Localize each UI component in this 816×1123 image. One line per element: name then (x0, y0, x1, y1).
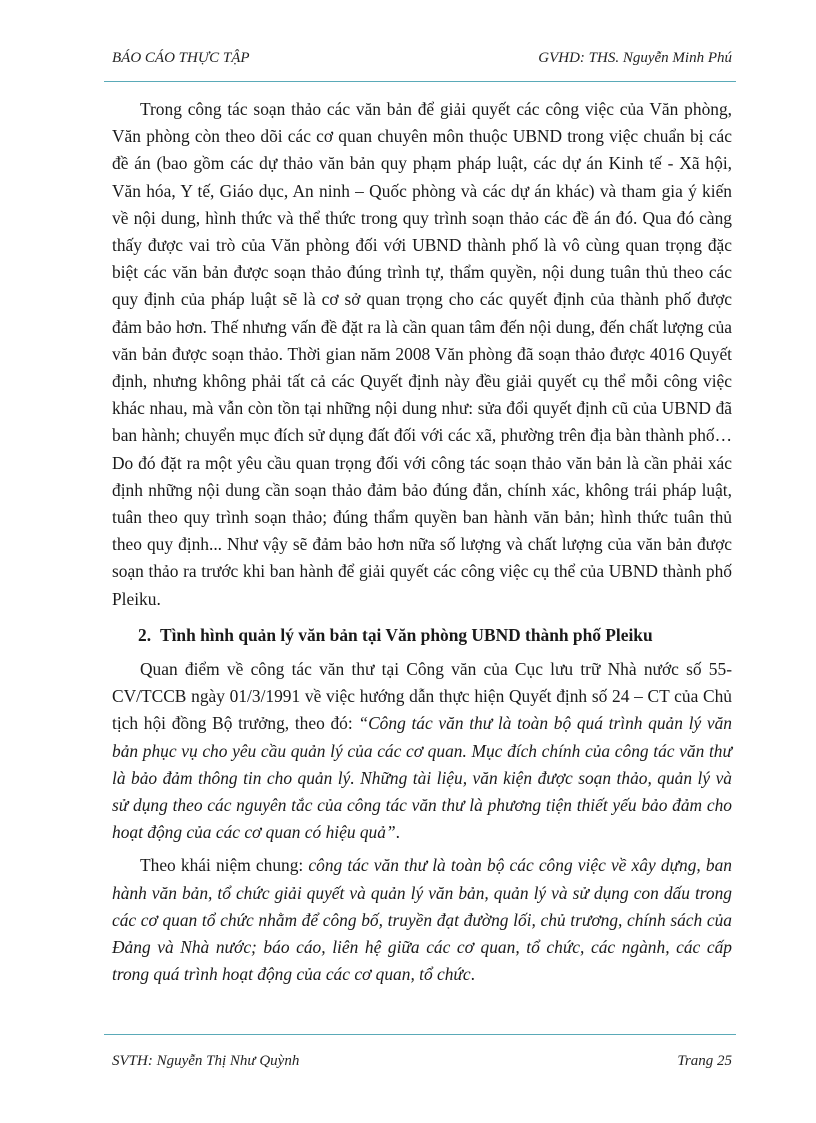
page-header (112, 50, 732, 67)
concept-definition: công tác văn thư là toàn bộ các công việc về xây dựng, ban hành văn bản, tổ chức giải quyết và quản lý văn bản, quản lý và sử dụng con dấu trong các cơ quan tổ chức nhằm để công bố, truyền đạt đường lối, chủ trương, chính sách của Đảng và Nhà nước; báo cáo, liên hệ giữa các cơ quan, tổ chức, các ngành, các cấp trong quá trình hoạt động của các cơ quan, tổ chức (112, 855, 732, 985)
footer-student: SVTH: Nguyễn Thị Như Quỳnh (112, 1053, 300, 1069)
header-divider (104, 81, 736, 82)
viewpoint-end: . (395, 822, 400, 843)
footer-divider (104, 1034, 736, 1035)
paragraph-general-concept (112, 852, 732, 988)
page-number: Trang 25 (677, 1053, 732, 1069)
page-body (112, 96, 732, 989)
header-advisor: GVHD: THS. Nguyễn Minh Phú (538, 50, 732, 66)
section-title: Tình hình quản lý văn bản tại Văn phòng UBND thành phố Pleiku (160, 624, 653, 645)
header-report-title: BÁO CÁO THỰC TẬP (112, 50, 250, 66)
paragraph-clerical-viewpoint (112, 656, 732, 846)
concept-end: . (470, 964, 475, 985)
viewpoint-quote: “Công tác văn thư là toàn bộ quá trình quản lý văn bản phục vụ cho yêu cầu quản lý của các cơ quan. Mục đích chính của công tác văn thư là bảo đảm thông tin cho quản lý. Những tài liệu, văn kiện được soạn thảo, quản lý và sử dụng theo các nguyên tắc của công tác văn thư là phương tiện thiết yếu bảo đảm cho hoạt động của các cơ quan có hiệu quả” (112, 713, 732, 843)
section-number: 2. (138, 624, 152, 645)
page-footer (112, 1053, 732, 1070)
viewpoint-lead: Quan điểm về công tác văn thư tại Công văn của Cục lưu trữ Nhà nước số 55-CV/TCCB ngày 01/3/1991 về việc hướng dẫn thực hiện Quyết định số 24 – CT của Chủ tịch hội đồng Bộ trưởng, theo đó: (112, 659, 732, 734)
concept-lead: Theo khái niệm chung: (140, 855, 309, 876)
section-heading (112, 622, 732, 649)
paragraph-document-drafting: Trong công tác soạn thảo các văn bản để giải quyết các công việc của Văn phòng, Văn phòng còn theo dõi các cơ quan chuyên môn thuộc UBND trong việc chuẩn bị các đề án (bao gồm các dự thảo văn bản quy phạm pháp luật, các dự án Kinh tế - Xã hội, Văn hóa, Y tế, Giáo dục, An ninh – Quốc phòng và các dự án khác) và tham gia ý kiến về nội dung, hình thức và thể thức trong quy trình soạn thảo các đề án đó. Qua đó càng thấy được vai trò của Văn phòng đối với UBND thành phố là vô cùng quan trọng đặc biệt các văn bản được soạn thảo đúng trình tự, thẩm quyền, nội dung tuân thủ theo các quy định của pháp luật sẽ là cơ sở quan trọng cho các quyết định của thành phố được đảm bảo hơn. Thế nhưng vấn đề đặt ra là cần quan tâm đến nội dung, đến chất lượng của văn bản được soạn thảo. Thời gian năm 2008 Văn phòng đã soạn thảo được 4016 Quyết định, nhưng không phải tất cả các Quyết định này đều giải quyết cụ thể mỗi công việc khác nhau, mà vẫn còn tồn tại những nội dung như: sửa đổi quyết định cũ của UBND đã ban hành; chuyển mục đích sử dụng đất đối với các xã, phường trên địa bàn thành phố… Do đó đặt ra một yêu cầu quan trọng đối với công tác soạn thảo văn bản là cần phải xác định những nội dung cần soạn thảo đảm bảo đúng đắn, chính xác, không trái pháp luật, tuân theo quy trình soạn thảo; đúng thẩm quyền ban hành văn bản; hình thức tuân thủ theo quy định... Như vậy sẽ đảm bảo hơn nữa số lượng và chất lượng của văn bản được soạn thảo ra trước khi ban hành để giải quyết các công việc cụ thể của UBND thành phố Pleiku. (112, 99, 732, 609)
